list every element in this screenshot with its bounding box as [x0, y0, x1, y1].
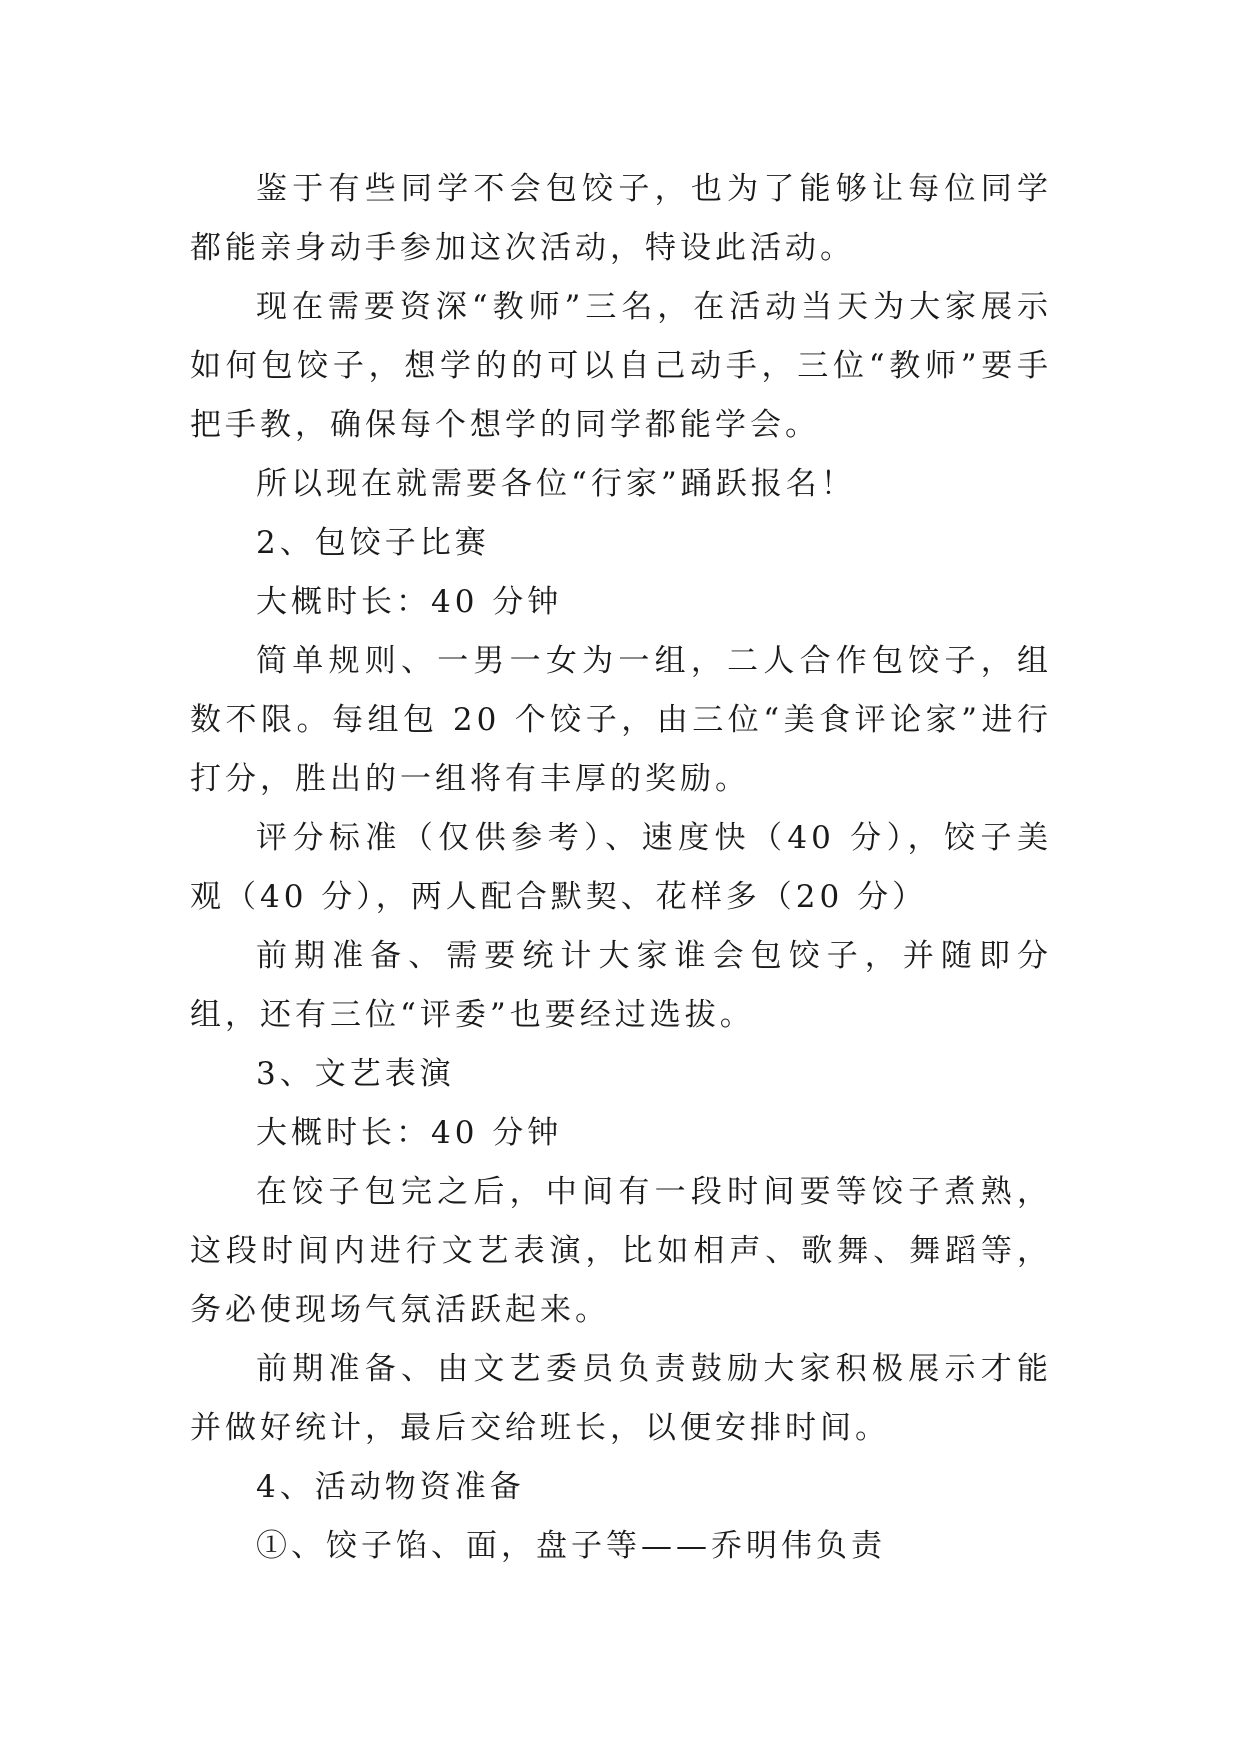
paragraph-signup-call: 所以现在就需要各位“行家”踊跃报名！ [256, 466, 856, 502]
section-heading-dumpling-contest: 2、包饺子比赛 [256, 525, 490, 561]
paragraph-scoring-criteria: 评分标准（仅供参考）、速度快（40 分），饺子美观（40 分），两人配合默契、花样多（20 分） [190, 820, 1052, 915]
paragraph-contest-duration: 大概时长：40 分钟 [256, 584, 563, 620]
document-body [190, 160, 1052, 1576]
section-heading-performance: 3、文艺表演 [256, 1056, 455, 1092]
section-heading-supplies: 4、活动物资准备 [256, 1469, 525, 1505]
paragraph-performance-preparation: 前期准备、由文艺委员负责鼓励大家积极展示才能并做好统计，最后交给班长，以便安排时间。 [190, 1351, 1052, 1446]
paragraph-contest-rules: 简单规则、一男一女为一组，二人合作包饺子，组数不限。每组包 20 个饺子，由三位“美食评论家”进行打分，胜出的一组将有丰厚的奖励。 [190, 643, 1052, 797]
paragraph-performance-description: 在饺子包完之后，中间有一段时间要等饺子煮熟，这段时间内进行文艺表演，比如相声、歌舞、舞蹈等，务必使现场气氛活跃起来。 [190, 1174, 1052, 1328]
paragraph-supplies-item-1: ①、饺子馅、面，盘子等——乔明伟负责 [256, 1528, 886, 1564]
paragraph-contest-preparation: 前期准备、需要统计大家谁会包饺子，并随即分组，还有三位“评委”也要经过选拔。 [190, 938, 1052, 1033]
paragraph-performance-duration: 大概时长：40 分钟 [256, 1115, 563, 1151]
paragraph-teachers-needed: 现在需要资深“教师”三名，在活动当天为大家展示如何包饺子，想学的的可以自己动手，三位“教师”要手把手教，确保每个想学的同学都能学会。 [190, 289, 1052, 443]
paragraph-intro-reason: 鉴于有些同学不会包饺子，也为了能够让每位同学都能亲身动手参加这次活动，特设此活动。 [190, 171, 1052, 266]
